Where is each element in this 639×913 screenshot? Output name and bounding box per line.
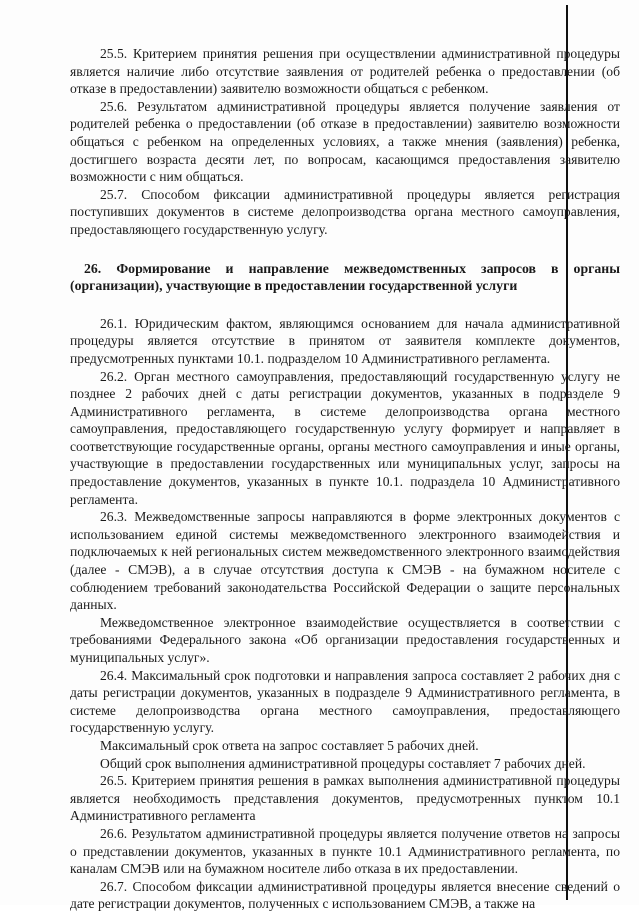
document-body (70, 45, 620, 913)
paragraph-26-3: 26.3. Межведомственные запросы направляются в форме электронных документов с использованием единой системы межведомственного электронного взаимодействия и подключаемых к ней региональных систем межведомственного электронного взаимодействия (далее - СМЭВ), а в случае отсутствия доступа к СМЭВ - на бумажном носителе с соблюдением требований законодательства Российской Федерации о защите персональных данных. (70, 509, 620, 613)
paragraph-26-2: 26.2. Орган местного самоуправления, предоставляющий государственную услугу не позднее 2 рабочих дней с даты регистрации документов, указанных в подразделе 9 Административного регламента, в системе делопроизводства органа местного самоуправления, предоставляющего государственную услугу формирует и направляет в соответствующие государственные органы, органы местного самоуправления и иные органы, участвующие в предоставлении государственных или муниципальных услуг, запросы на предоставление документов, указанных в пункте 10.1. подраздела 10 Административного регламента. (70, 368, 620, 507)
paragraph-26-4: 26.4. Максимальный срок подготовки и направления запроса составляет 2 рабочих дня с даты регистрации документов, указанных в подразделе 9 Административного регламента, в системе делопроизводства органа местного самоуправления, предоставляющего государственную услугу. (70, 667, 620, 736)
paragraph-26-7: 26.7. Способом фиксации административной процедуры является внесение сведений о дате регистрации документов, полученных с использованием СМЭВ, а также на (70, 878, 620, 912)
paragraph-interaction: Межведомственное электронное взаимодействие осуществляется в соответствии с требованиями Федерального закона «Об организации предоставления государственных и муниципальных услуг». (70, 614, 620, 665)
section-heading-26: 26. Формирование и направление межведомственных запросов в органы (организации), участвующие в предоставлении государственной услуги (70, 260, 620, 294)
paragraph-response-term: Максимальный срок ответа на запрос составляет 5 рабочих дней. (100, 737, 479, 753)
paragraph-26-5: 26.5. Критерием принятия решения в рамках выполнения административной процедуры является необходимость представления документов, предусмотренных пунктом 10.1 Административного регламента (70, 773, 620, 824)
paragraph-26-1: 26.1. Юридическим фактом, являющимся основанием для начала административной процедуры является отсутствие в принятом от заявителя комплекте документов, предусмотренных пунктами 10.1. подразделом 10 Административного регламента. (70, 315, 620, 366)
paragraph-25-7: 25.7. Способом фиксации административной процедуры является регистрация поступивших документов в системе делопроизводства органа местного самоуправления, предоставляющего государственную услугу. (70, 186, 620, 237)
paragraph-25-5: 25.5. Критерием принятия решения при осуществлении административной процедуры является наличие либо отсутствие заявления от родителей ребенка о предоставлении (об отказе в предоставлении) заявителю возможности общаться с ребенком. (70, 46, 620, 97)
paragraph-total-term: Общий срок выполнения административной процедуры составляет 7 рабочих дней. (100, 755, 586, 771)
paragraph-26-6: 26.6. Результатом административной процедуры является получение ответов на запросы о представлении документов, указанных в пункте 10.1 Административного регламента, по каналам СМЭВ или на бумажном носителе либо отказа в их предоставлении. (70, 825, 620, 877)
paragraph-25-6: 25.6. Результатом административной процедуры является получение заявления от родителей ребенка о предоставлении (об отказе в предоставлении) заявителю возможности общаться с ребенком на определенных условиях, а также мнения (заявления) ребенка, достигшего возраста десяти лет, по вопросам, касающимся предоставления заявителю возможности с ним общаться. (70, 98, 620, 185)
